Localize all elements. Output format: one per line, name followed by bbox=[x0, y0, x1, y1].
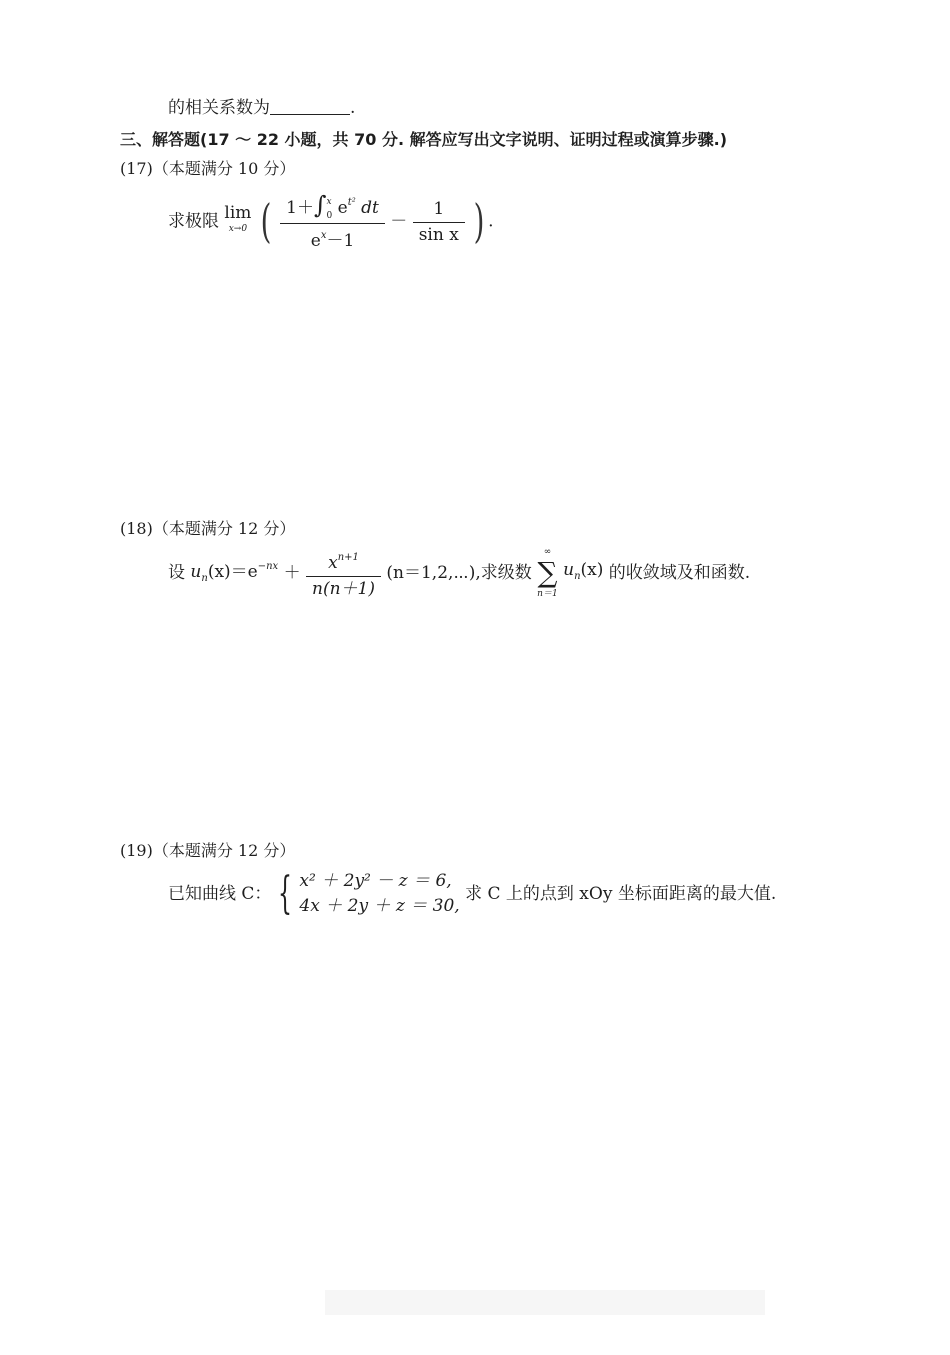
integrand: e bbox=[337, 198, 348, 218]
right-paren: ) bbox=[473, 194, 485, 249]
den1: e bbox=[310, 230, 321, 251]
q18-fraction-numerator bbox=[306, 545, 381, 577]
u-symbol: u bbox=[190, 562, 202, 582]
u-arg: (x)＝e bbox=[207, 562, 258, 582]
left-brace: { bbox=[278, 868, 293, 919]
term-sub: n bbox=[574, 570, 581, 582]
fraction-2-denominator: sin x bbox=[418, 224, 459, 245]
u-subscript: n bbox=[201, 573, 208, 584]
lim-word: lim bbox=[224, 203, 252, 224]
q18-expression bbox=[168, 545, 750, 605]
q18-un bbox=[190, 562, 278, 582]
q19-rest: 求 C 上的点到 xOy 坐标面距离的最大值. bbox=[465, 884, 777, 904]
q17-expression bbox=[168, 190, 494, 260]
equation-1: x² ＋ 2y² － z ＝ 6, bbox=[299, 871, 452, 891]
den1-rest: －1 bbox=[326, 230, 355, 251]
q17-prompt: 求极限 bbox=[168, 211, 219, 232]
term-arg: (x) bbox=[580, 559, 604, 580]
sum-top: ∞ bbox=[543, 547, 552, 557]
q16-tail-end: . bbox=[350, 98, 356, 118]
lim-subscript: x→0 bbox=[228, 224, 248, 235]
fraction-1 bbox=[280, 190, 385, 253]
answer-blank bbox=[270, 96, 350, 115]
q18-rest: 的收敛域及和函数. bbox=[608, 563, 751, 583]
term-u: u bbox=[563, 559, 575, 580]
limit-operator bbox=[224, 205, 251, 237]
plus-sign: ＋ bbox=[283, 563, 301, 583]
q16-tail bbox=[168, 96, 355, 120]
integrand-exp: t² bbox=[347, 197, 356, 208]
scan-shadow bbox=[325, 1290, 765, 1315]
fraction-2 bbox=[413, 196, 465, 247]
x-symbol: x bbox=[328, 553, 338, 573]
q17-end: . bbox=[488, 211, 494, 232]
left-paren: ( bbox=[260, 194, 272, 249]
q16-tail-text: 的相关系数为 bbox=[168, 98, 270, 118]
den1-exp: x bbox=[320, 229, 327, 241]
minus-sign: － bbox=[390, 211, 408, 232]
summation bbox=[537, 545, 558, 601]
integral-sign: ∫ bbox=[314, 191, 327, 219]
sum-bottom: n＝1 bbox=[537, 589, 558, 599]
num-one-plus: 1＋ bbox=[286, 198, 314, 218]
q17-header: (17)（本题满分 10 分） bbox=[120, 159, 296, 178]
integral-upper: x bbox=[326, 196, 332, 207]
fraction-1-denominator bbox=[280, 224, 385, 253]
q19-prompt: 已知曲线 C： bbox=[168, 884, 272, 904]
integral-limits bbox=[327, 195, 333, 223]
integral-lower: 0 bbox=[326, 210, 333, 221]
section-header: 三、解答题(17 ～ 22 小题，共 70 分. 解答应写出文字说明、证明过程或演算步骤.) bbox=[120, 130, 728, 149]
q18-p1: 设 bbox=[168, 563, 185, 583]
fraction-1-numerator bbox=[280, 190, 385, 224]
sum-symbol: ∑ bbox=[537, 556, 558, 589]
equation-system bbox=[299, 869, 459, 919]
q19-expression bbox=[168, 868, 776, 924]
q18-term bbox=[563, 560, 603, 580]
q18-fraction-denominator: n(n＋1) bbox=[312, 579, 375, 599]
q19-header: (19)（本题满分 12 分） bbox=[120, 841, 296, 860]
q18-range: (n＝1,2,⋯),求级数 bbox=[386, 563, 532, 583]
exp-term: −nx bbox=[257, 561, 279, 572]
q18-header: (18)（本题满分 12 分） bbox=[120, 519, 296, 538]
dt: dt bbox=[361, 198, 379, 218]
equation-2: 4x ＋ 2y ＋ z ＝ 30, bbox=[299, 896, 460, 916]
fraction-2-numerator: 1 bbox=[413, 196, 465, 223]
q18-fraction bbox=[306, 545, 381, 601]
x-exp: n+1 bbox=[337, 552, 359, 563]
